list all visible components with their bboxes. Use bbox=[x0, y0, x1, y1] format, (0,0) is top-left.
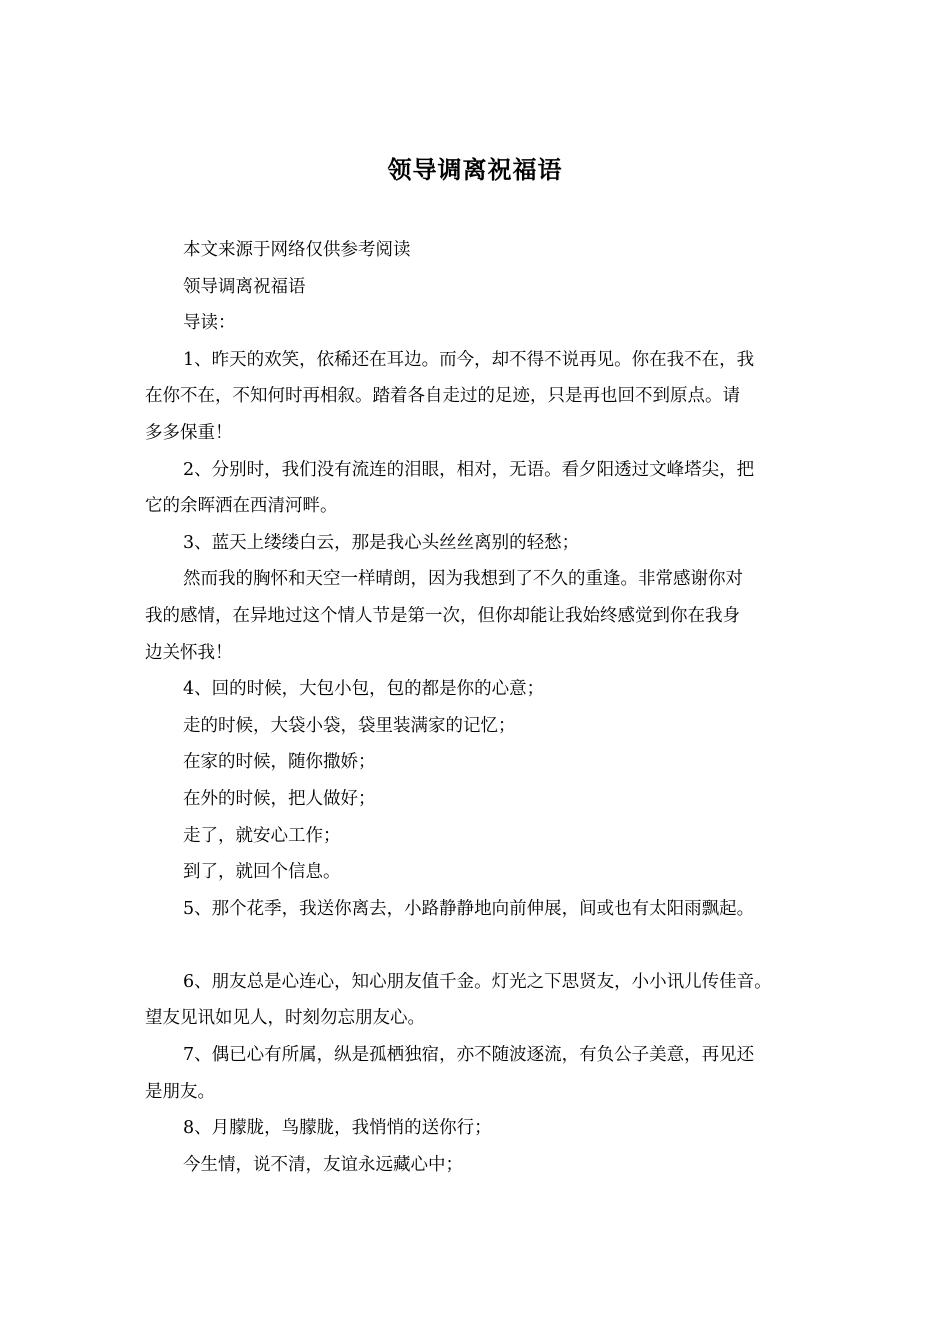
text-line: 边关怀我！ bbox=[145, 642, 233, 663]
text-line: 在你不在，不知何时再相叙。踏着各自走过的足迹，只是再也回不到原点。请 bbox=[145, 386, 740, 407]
text-line: 在外的时候，把人做好； bbox=[183, 788, 376, 809]
paragraph bbox=[145, 671, 810, 708]
paragraph bbox=[145, 305, 810, 342]
text-line: 走的时候，大袋小袋，袋里装满家的记忆； bbox=[183, 715, 516, 736]
text-line: 走了，就安心工作； bbox=[183, 825, 341, 846]
paragraph bbox=[145, 818, 810, 855]
document-title: 领导调离祝福语 bbox=[387, 155, 563, 184]
text-line: 1、昨天的欢笑，依稀还在耳边。而今，却不得不说再见。你在我不在，我 bbox=[183, 349, 755, 370]
text-line: 多多保重！ bbox=[145, 422, 233, 443]
text-line: 导读： bbox=[183, 313, 236, 334]
text-line: 是朋友。 bbox=[145, 1081, 215, 1102]
paragraph bbox=[145, 1147, 810, 1184]
text-line: 然而我的胸怀和天空一样晴朗，因为我想到了不久的重逢。非常感谢你对 bbox=[183, 569, 743, 590]
text-line: 今生情，说不清，友谊永远藏心中； bbox=[183, 1154, 463, 1175]
text-line: 5、那个花季，我送你离去，小路静静地向前伸展，间或也有太阳雨飘起。 bbox=[183, 898, 755, 919]
text-line: 3、蓝天上缕缕白云，那是我心头丝丝离别的轻愁； bbox=[183, 532, 580, 553]
paragraph bbox=[145, 269, 810, 306]
blank-paragraph bbox=[145, 927, 810, 964]
text-line: 它的余晖洒在西清河畔。 bbox=[145, 496, 338, 517]
paragraph bbox=[145, 891, 810, 928]
paragraph bbox=[145, 708, 810, 745]
text-line: 8、月朦胧，鸟朦胧，我悄悄的送你行； bbox=[183, 1118, 492, 1139]
paragraph bbox=[145, 854, 810, 891]
paragraph bbox=[145, 525, 810, 562]
text-line: 在家的时候，随你撒娇； bbox=[183, 752, 376, 773]
paragraph bbox=[145, 744, 810, 781]
text-line: 6、朋友总是心连心，知心朋友值千金。灯光之下思贤友，小小讯儿传佳音。 bbox=[183, 971, 772, 992]
paragraph bbox=[145, 781, 810, 818]
text-line: 2、分别时，我们没有流连的泪眼，相对，无语。看夕阳透过文峰塔尖，把 bbox=[183, 459, 755, 480]
paragraph bbox=[145, 452, 810, 525]
paragraph bbox=[145, 964, 810, 1037]
paragraph bbox=[145, 342, 810, 452]
text-line: 4、回的时候，大包小包，包的都是你的心意； bbox=[183, 679, 545, 700]
paragraph bbox=[145, 1110, 810, 1147]
text-line: 7、偶已心有所属，纵是孤栖独宿，亦不随波逐流，有负公子美意，再见还 bbox=[183, 1045, 755, 1066]
text-line: 我的感情，在异地过这个情人节是第一次，但你却能让我始终感觉到你在我身 bbox=[145, 605, 740, 626]
text-line: 到了，就回个信息。 bbox=[183, 862, 341, 883]
text-line: 本文来源于网络仅供参考阅读 bbox=[183, 240, 411, 260]
text-line: 领导调离祝福语 bbox=[183, 276, 306, 297]
paragraph bbox=[145, 232, 810, 269]
document-body bbox=[145, 232, 810, 1183]
paragraph bbox=[145, 561, 810, 671]
text-line: 望友见讯如见人，时刻勿忘朋友心。 bbox=[145, 1008, 425, 1029]
paragraph bbox=[145, 1037, 810, 1110]
